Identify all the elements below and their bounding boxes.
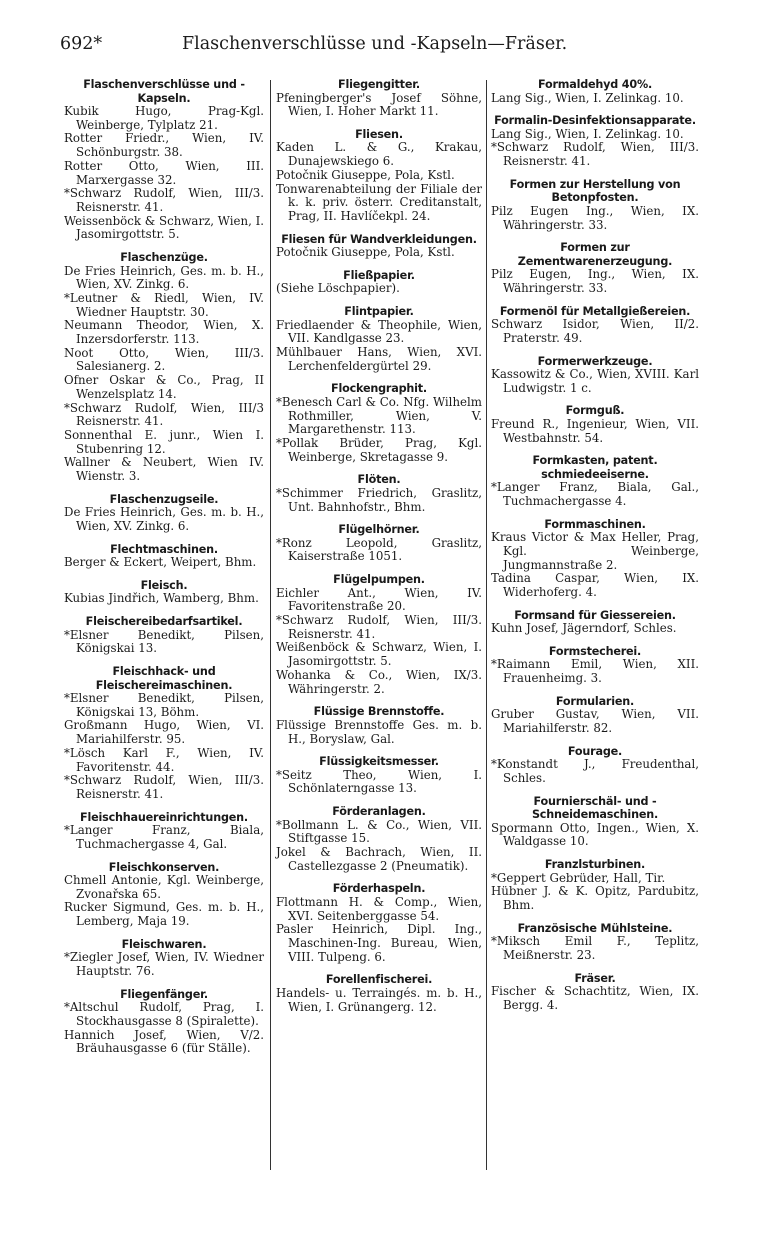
directory-entry: Rucker Sigmund, Ges. m. b. H., Lemberg, Maja 19. <box>64 900 264 929</box>
directory-entry: Freund R., Ingenieur, Wien, VII. Westbahnstr. 54. <box>491 416 699 445</box>
directory-entry: *Benesch Carl & Co. Nfg. Wilhelm Rothmiller, Wien, V. Margarethenstr. 113. <box>276 394 482 437</box>
directory-entry: (Siehe Löschpapier). <box>276 281 400 296</box>
section-gap <box>276 464 482 473</box>
section-heading: Flaschenverschlüsse und -Kapseln. <box>83 78 245 105</box>
directory-entry: Friedlaender & Theophile, Wien, VII. Kandlgasse 23. <box>276 317 482 346</box>
directory-entry: Kubik Hugo, Prag-Kgl. Weinberge, Tylplatz 21. <box>64 104 264 132</box>
section-heading: Fleischhauereinrichtungen. <box>80 810 248 824</box>
section-heading: Flüssigkeitsmesser. <box>319 755 439 769</box>
page-header <box>60 34 700 54</box>
directory-entry: Tonwarenabteilung der Filiale der k. k. priv. österr. Creditanstalt, Prag, II. Havlíčekpl. 24. <box>276 181 482 223</box>
section-heading: Französische Mühlsteine. <box>517 921 673 935</box>
directory-entry: Mühlbauer Hans, Wien, XVI. Lerchenfeldergürtel 29. <box>276 344 482 373</box>
directory-entry: *Schwarz Rudolf, Wien, III/3 Reisnerstr. 41. <box>64 400 264 429</box>
directory-entry: Berger & Eckert, Weipert, Bhm. <box>64 555 257 570</box>
section-gap <box>491 963 699 972</box>
directory-entry: *Schwarz Rudolf, Wien, III/3. Reisnerstr. 41. <box>491 140 699 169</box>
directory-entry: *Schwarz Rudolf, Wien, III/3. Reisnerstr. 41. <box>64 186 264 214</box>
section-heading: Formen zur Herstellung von Betonpfosten. <box>509 177 681 205</box>
directory-entry: De Fries Heinrich, Ges. m. b. H., Wien, XV. Zinkg. 6. <box>64 505 264 533</box>
section-heading: Fleisch. <box>140 578 188 592</box>
directory-entry: *Ronz Leopold, Graslitz, Kaiserstraße 1051. <box>276 535 482 564</box>
section-heading: Formaldehyd 40%. <box>537 78 653 91</box>
section-heading: Franzlsturbinen. <box>544 858 646 872</box>
section-gap <box>491 296 699 305</box>
directory-entry: Flüssige Brennstoffe Ges. m. b. H., Boryslaw, Gal. <box>276 717 482 746</box>
section-gap <box>276 564 482 573</box>
section-gap <box>64 852 264 861</box>
directory-entry: Chmell Antonie, Kgl. Weinberge, Zvonařska 65. <box>64 873 264 901</box>
column-left <box>64 78 264 1056</box>
section-heading: Formenöl für Metallgießereien. <box>499 304 691 318</box>
directory-entry: *Seitz Theo, Wien, I. Schönlaterngasse 13. <box>276 767 482 796</box>
section-gap <box>276 796 482 805</box>
section-heading: Fleischkonserven. <box>108 860 220 874</box>
section-gap <box>276 373 482 382</box>
section-gap <box>276 296 482 305</box>
directory-entry: Kaden L. & G., Krakau, Dunajewskiego 6. <box>276 140 482 169</box>
section-gap <box>276 873 482 882</box>
column-middle <box>276 78 482 1014</box>
directory-entry: Potočnik Giuseppe, Pola, Kstl. <box>276 245 455 260</box>
section-gap <box>491 445 699 454</box>
section-heading: Fliegenfänger. <box>120 987 208 1001</box>
section-heading: Flöten. <box>357 473 401 487</box>
section-gap <box>64 929 264 938</box>
section-heading: Fleischhack- und Fleischereimaschinen. <box>95 665 233 692</box>
section-heading: Flockengraphit. <box>331 382 427 396</box>
section-gap <box>491 169 699 178</box>
directory-entry: Sonnenthal E. junr., Wien I. Stubenring 12. <box>64 427 264 456</box>
page-title: Flaschenverschlüsse und -Kapseln—Fräser. <box>182 34 568 54</box>
directory-entry: Handels- u. Terraingés. m. b. H., Wien, I. Grünangerg. 12. <box>276 985 482 1014</box>
section-heading: Fräser. <box>574 971 616 985</box>
column-right <box>491 78 699 1013</box>
section-heading: Forellenfischerei. <box>325 973 433 987</box>
directory-entry: Wohanka & Co., Wien, IX/3. Währingerstr. 2. <box>276 667 482 696</box>
section-heading: Formularien. <box>555 694 635 708</box>
section-heading: Fleischwaren. <box>121 937 207 951</box>
section-gap <box>276 696 482 705</box>
section-gap <box>64 979 264 988</box>
section-gap <box>491 913 699 922</box>
directory-entry: *Langer Franz, Biala, Tuchmachergasse 4, Gal. <box>64 823 264 851</box>
section-gap <box>491 509 699 518</box>
section-heading: Förderhaspeln. <box>332 882 426 896</box>
directory-entry: Pasler Heinrich, Dipl. Ing., Maschinen-Ing. Bureau, Wien, VIII. Tulpeng. 6. <box>276 922 482 964</box>
section-gap <box>64 606 264 615</box>
directory-entry: *Konstandt J., Freudenthal, Schles. <box>491 757 699 785</box>
directory-entry: De Fries Heinrich, Ges. m. b. H., Wien, XV. Zinkg. 6. <box>64 263 264 292</box>
directory-entry: *Miksch Emil F., Teplitz, Meißnerstr. 23. <box>491 934 699 962</box>
section-gap <box>64 242 264 251</box>
page-number: 692* <box>60 34 103 54</box>
section-heading: Fliesen für Wandverkleidungen. <box>281 232 477 246</box>
directory-entry: Pilz Eugen, Ing., Wien, IX. Währingerstr. 33. <box>491 267 699 295</box>
section-gap <box>491 232 699 241</box>
directory-entry: Gruber Gustav, Wien, VII. Mariahilferstr. 82. <box>491 707 699 736</box>
directory-entry: Großmann Hugo, Wien, VI. Mariahilferstr. 95. <box>64 718 264 747</box>
directory-entry: Kraus Victor & Max Heller, Prag, Kgl. Weinberge, Jungmannstraße 2. <box>491 530 699 572</box>
section-gap <box>491 786 699 795</box>
directory-entry: Wallner & Neubert, Wien IV. Wienstr. 3. <box>64 455 264 484</box>
section-heading: Formmaschinen. <box>544 517 646 531</box>
directory-entry: Weißenböck & Schwarz, Wien, I. Jasomirgottstr. 5. <box>276 640 482 669</box>
section-gap <box>276 224 482 233</box>
section-heading: Flüssige Brennstoffe. <box>313 705 445 719</box>
directory-entry: *Raimann Emil, Wien, XII. Frauenheimg. 3. <box>491 657 699 686</box>
column-rule-left <box>270 80 271 1170</box>
directory-entry: Neumann Theodor, Wien, X. Inzersdorferstr. 113. <box>64 318 264 347</box>
directory-entry: Weissenböck & Schwarz, Wien, I. Jasomirgottstr. 5. <box>64 213 264 242</box>
section-heading: Flaschenzugseile. <box>109 492 219 506</box>
section-heading: Flügelpumpen. <box>333 573 425 587</box>
directory-entry: Fischer & Schachtitz, Wien, IX. Bergg. 4. <box>491 984 699 1012</box>
directory-entry: Kubias Jindřich, Wamberg, Bhm. <box>64 591 259 606</box>
section-heading: Formalin-Desinfektionsapparate. <box>494 114 696 128</box>
section-heading: Fliegengitter. <box>338 78 420 91</box>
directory-entry: Tadina Caspar, Wien, IX. Widerhoferg. 4. <box>491 571 699 600</box>
directory-entry: Hübner J. & K. Opitz, Pardubitz, Bhm. <box>491 884 699 912</box>
directory-entry: Potočnik Giuseppe, Pola, Kstl. <box>276 167 455 182</box>
directory-entry: Lang Sig., Wien, I. Zelinkag. 10. <box>491 126 684 141</box>
section-gap <box>491 395 699 404</box>
section-heading: Flaschenzüge. <box>120 251 208 265</box>
section-gap <box>64 484 264 493</box>
column-rule-right <box>486 80 487 1170</box>
section-heading: Flügelhörner. <box>338 523 420 537</box>
section-heading: Fließpapier. <box>343 268 415 282</box>
directory-entry: *Langer Franz, Biala, Gal., Tuchmachergasse 4. <box>491 480 699 509</box>
section-heading: Formen zur Zementwarenerzeugung. <box>517 241 673 268</box>
section-heading: Flechtmaschinen. <box>110 542 218 556</box>
section-gap <box>491 736 699 745</box>
directory-entry: *Bollmann L. & Co., Wien, VII. Stiftgasse 15. <box>276 817 482 846</box>
section-gap <box>491 346 699 355</box>
section-heading: Formguß. <box>565 404 625 418</box>
directory-entry: *Schwarz Rudolf, Wien, III/3. Reisnerstr. 41. <box>64 773 264 801</box>
directory-entry: Schwarz Isidor, Wien, II/2. Praterstr. 49. <box>491 317 699 345</box>
directory-entry: *Pollak Brüder, Prag, Kgl. Weinberge, Skretagasse 9. <box>276 435 482 464</box>
directory-entry: Hannich Josef, Wien, V/2. Bräuhausgasse 6 (für Ställe). <box>64 1027 264 1056</box>
section-heading: Fournierschäl- und -Schneidemaschinen. <box>531 794 659 822</box>
section-gap <box>64 802 264 811</box>
directory-entry: *Altschul Rudolf, Prag, I. Stockhausgasse 8 (Spiralette). <box>64 1000 264 1028</box>
section-gap <box>491 686 699 695</box>
section-gap <box>276 514 482 523</box>
section-gap <box>276 964 482 973</box>
section-heading: Förderanlagen. <box>332 805 426 819</box>
section-gap <box>491 600 699 609</box>
section-gap <box>276 260 482 269</box>
directory-entry: Lang Sig., Wien, I. Zelinkag. 10. <box>491 90 684 105</box>
directory-entry: Kuhn Josef, Jägerndorf, Schles. <box>491 621 677 636</box>
section-heading: Fleischereibedarfsartikel. <box>85 615 243 629</box>
directory-entry: Noot Otto, Wien, III/3. Salesianerg. 2. <box>64 345 264 374</box>
section-heading: Fourage. <box>567 744 623 758</box>
directory-entry: *Elsner Benedikt, Pilsen, Königskai 13. <box>64 627 264 656</box>
section-heading: Formerwerkzeuge. <box>537 354 653 368</box>
directory-entry: Ofner Oskar & Co., Prag, II Wenzelsplatz 14. <box>64 373 264 401</box>
directory-entry: Rotter Friedr., Wien, IV. Schönburgstr. 38. <box>64 131 264 160</box>
directory-entry: Flottmann H. & Comp., Wien, XVI. Seitenberggasse 54. <box>276 894 482 923</box>
section-gap <box>64 570 264 579</box>
directory-entry: Pfeningberger's Josef Söhne, Wien, I. Hoher Markt 11. <box>276 90 482 119</box>
section-gap <box>491 849 699 858</box>
section-gap <box>491 636 699 645</box>
section-gap <box>276 119 482 128</box>
directory-entry: *Schwarz Rudolf, Wien, III/3. Reisnerstr. 41. <box>276 613 482 641</box>
section-heading: Formstecherei. <box>548 644 642 658</box>
section-heading: Flintpapier. <box>344 305 414 319</box>
section-gap <box>276 746 482 755</box>
section-gap <box>64 656 264 665</box>
directory-entry: Rotter Otto, Wien, III. Marxergasse 32. <box>64 158 264 187</box>
directory-entry: Jokel & Bachrach, Wien, II. Castellezgasse 2 (Pneumatik). <box>276 845 482 873</box>
directory-entry: *Leutner & Riedl, Wien, IV. Wiedner Hauptstr. 30. <box>64 290 264 319</box>
directory-entry: *Elsner Benedikt, Pilsen, Königskai 13, Böhm. <box>64 691 264 719</box>
section-heading: Formsand für Giessereien. <box>514 608 676 622</box>
directory-entry: Spormann Otto, Ingen., Wien, X. Waldgasse 10. <box>491 820 699 849</box>
section-gap <box>491 105 699 114</box>
directory-entry: *Schimmer Friedrich, Graslitz, Unt. Bahnhofstr., Bhm. <box>276 485 482 514</box>
directory-entry: Kassowitz & Co., Wien, XVIII. Karl Ludwigstr. 1 c. <box>491 367 699 395</box>
directory-entry: *Geppert Gebrüder, Hall, Tir. <box>491 870 666 885</box>
directory-entry: *Ziegler Josef, Wien, IV. Wiedner Hauptstr. 76. <box>64 950 264 979</box>
directory-entry: Pilz Eugen Ing., Wien, IX. Währingerstr. 33. <box>491 203 699 232</box>
section-heading: Formkasten, patent. schmiedeeiserne. <box>532 454 658 481</box>
directory-entry: Eichler Ant., Wien, IV. Favoritenstraße 20. <box>276 585 482 614</box>
section-heading: Fliesen. <box>355 127 403 141</box>
directory-entry: *Lösch Karl F., Wien, IV. Favoritenstr. 44. <box>64 745 264 774</box>
section-gap <box>64 534 264 543</box>
